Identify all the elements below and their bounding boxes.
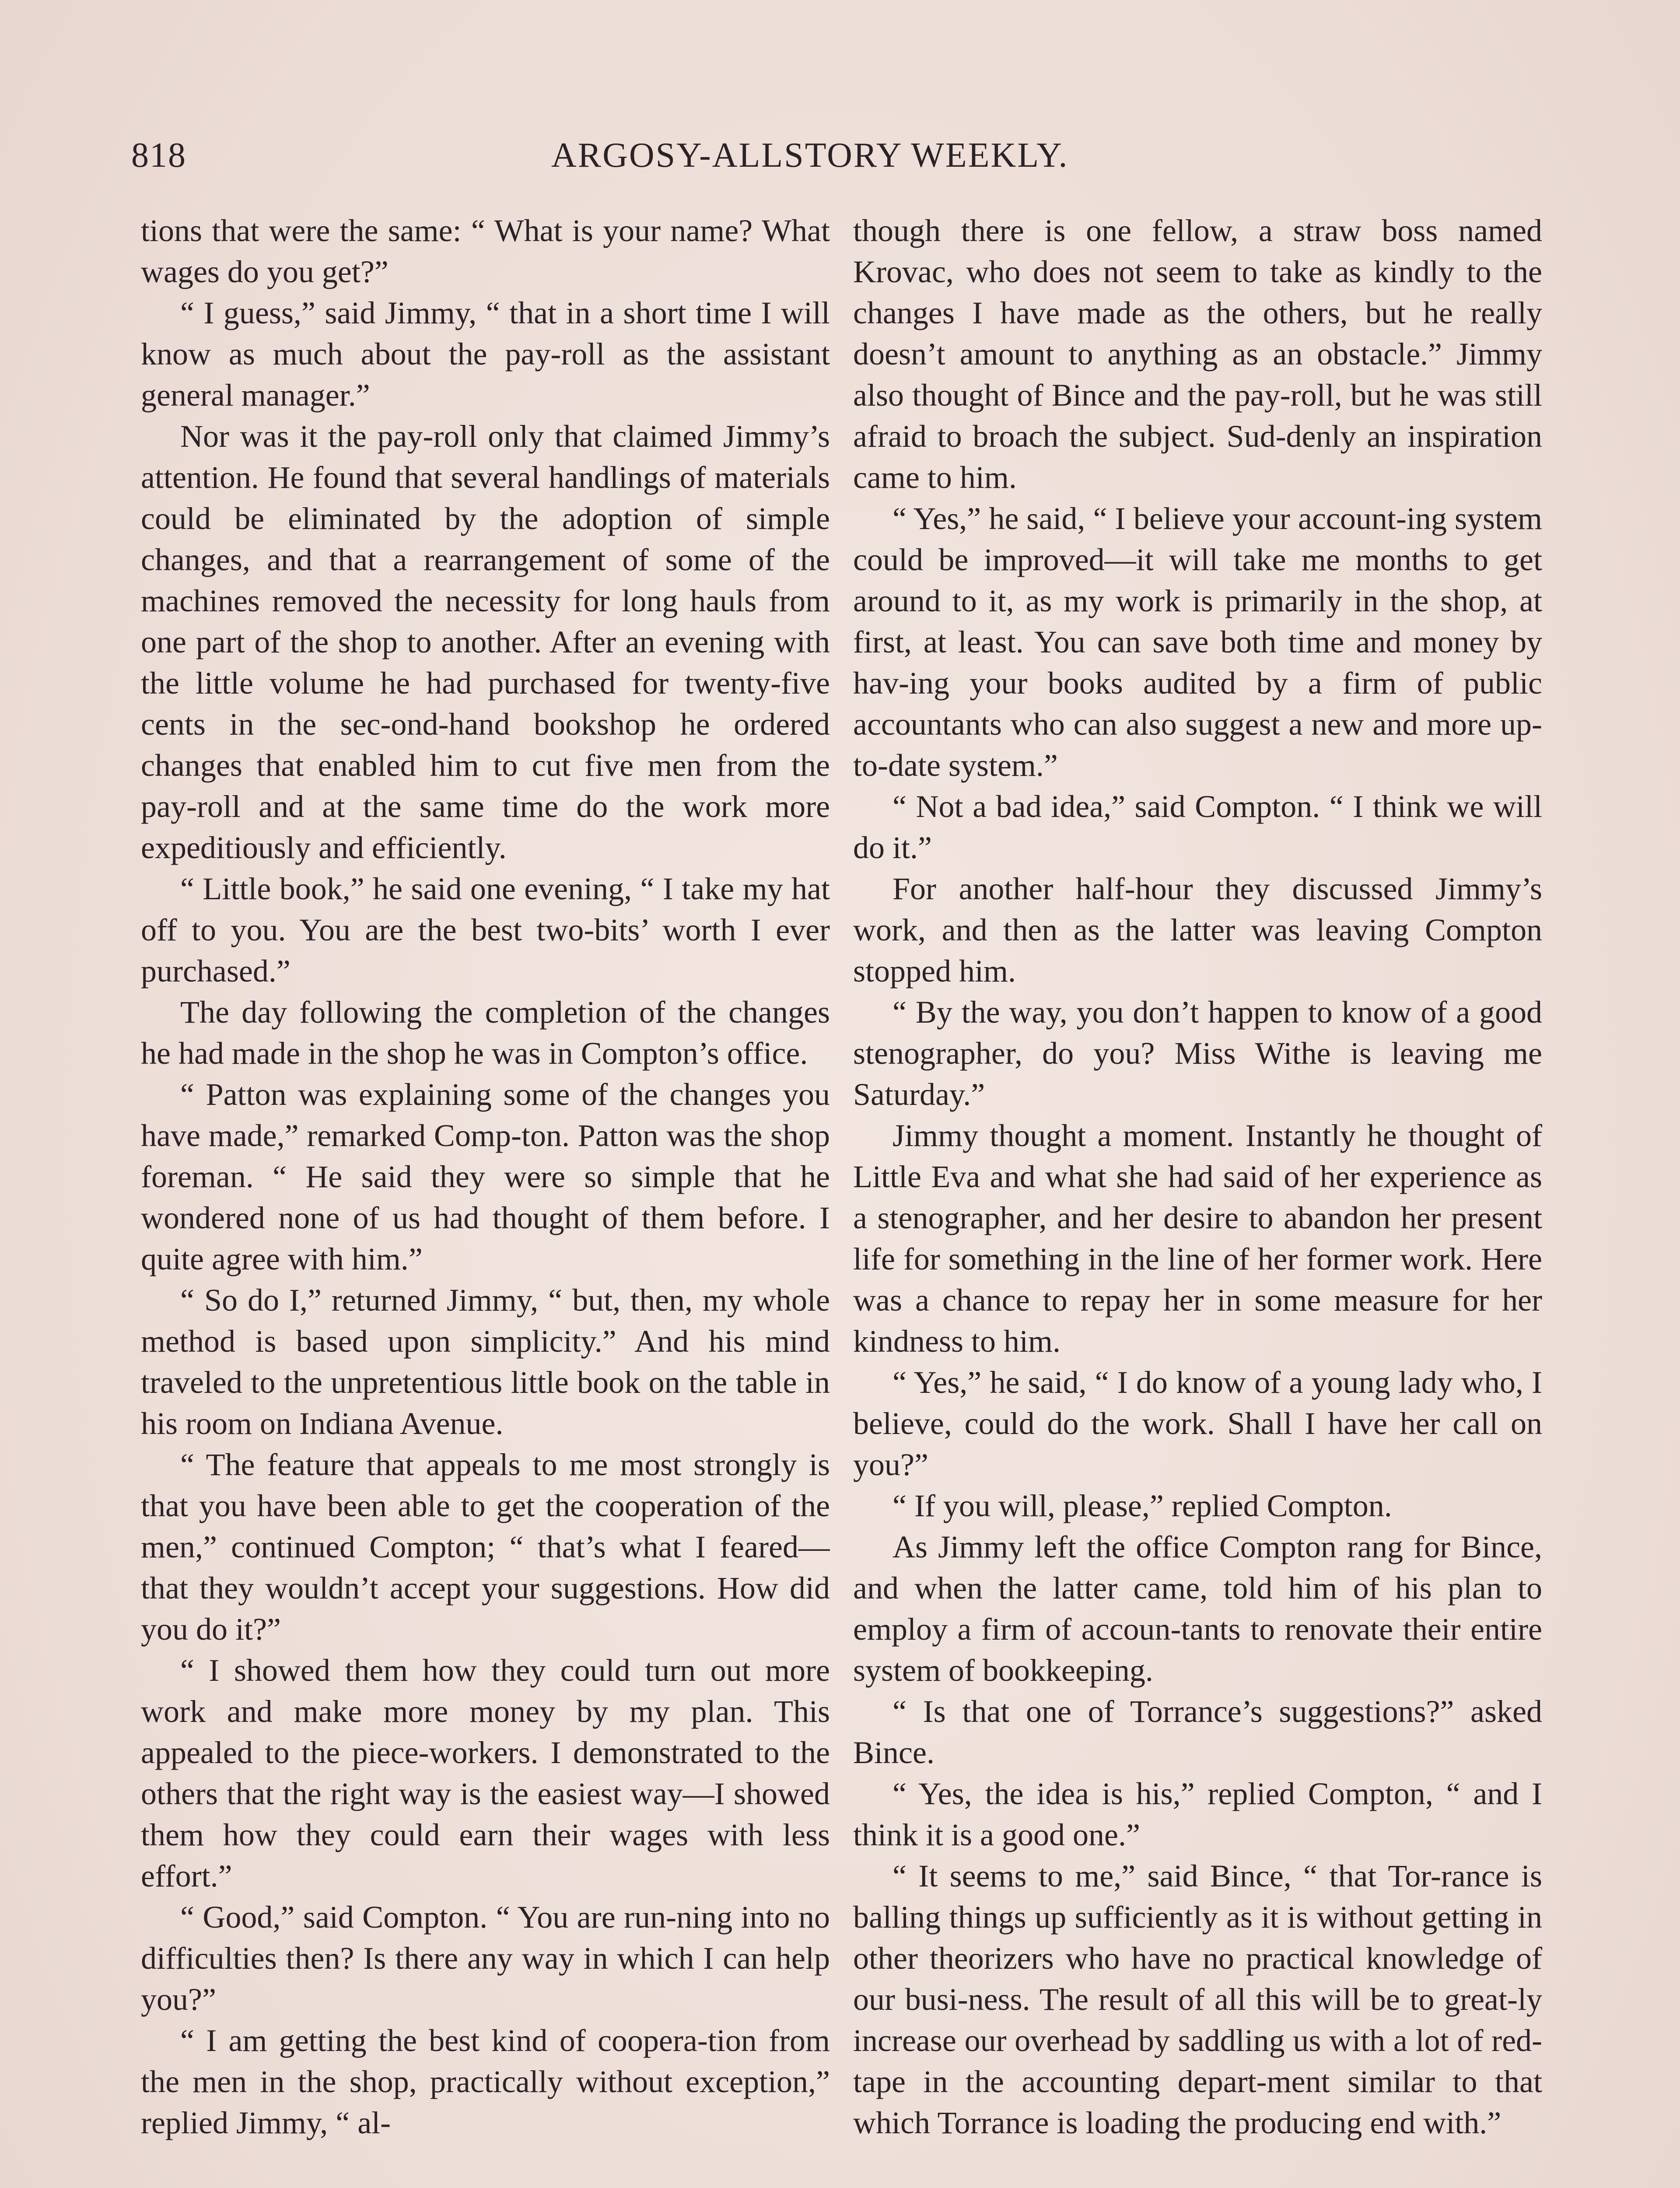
paragraph: For another half-hour they discussed Jimmy’s work, and then as the latter was leaving Compton stopped him. (853, 871, 1542, 989)
left-text-column (141, 210, 830, 2188)
paragraph: “ The feature that appeals to me most strongly is that you have been able to get the cooperation of the men,” continued Compton; “ that’s what I feared—that they wouldn’t accept your suggestions. How did you do it?” (141, 1447, 830, 1647)
paragraph: “ So do I,” returned Jimmy, “ but, then, my whole method is based upon simplicity.” And his mind traveled to the unpretentious little book on the table in his room on Indiana Avenue. (141, 1283, 830, 1441)
paragraph: “ By the way, you don’t happen to know of a good stenographer, do you? Miss Withe is leaving me Saturday.” (853, 995, 1542, 1112)
paragraph: The day following the completion of the changes he had made in the shop he was in Compton’s office. (141, 995, 830, 1071)
paragraph: As Jimmy left the office Compton rang for Bince, and when the latter came, told him of his plan to employ a firm of accoun-tants to renovate their entire system of bookkeeping. (853, 1529, 1542, 1688)
page-number: 818 (131, 136, 186, 175)
paragraph: “ If you will, please,” replied Compton. (892, 1488, 1392, 1523)
right-text-column (853, 210, 1542, 2188)
paragraph: “ Patton was explaining some of the changes you have made,” remarked Comp-ton. Patton was the shop foreman. “ He said they were so simple that he wondered none of us had thought of them before. I quite agree with him.” (141, 1077, 830, 1276)
paragraph: “ I guess,” said Jimmy, “ that in a short time I will know as much about the pay-roll as the assistant general manager.” (141, 295, 830, 413)
paragraph: “ Yes, the idea is his,” replied Compton, “ and I think it is a good one.” (853, 1776, 1542, 1852)
paragraph: “ Yes,” he said, “ I do know of a young lady who, I believe, could do the work. Shall I have her call on you?” (853, 1365, 1542, 1482)
running-title: ARGOSY-ALLSTORY WEEKLY. (551, 136, 1069, 175)
paragraph: “ Little book,” he said one evening, “ I take my hat off to you. You are the best two-bits’ worth I ever purchased.” (141, 871, 830, 989)
paragraph: “ Not a bad idea,” said Compton. “ I think we will do it.” (853, 789, 1542, 865)
paragraph: “ I am getting the best kind of coopera-tion from the men in the shop, practically without exception,” replied Jimmy, “ al- (141, 2023, 830, 2140)
paragraph: tions that were the same: “ What is your name? What wages do you get?” (141, 213, 830, 289)
paragraph: though there is one fellow, a straw boss named Krovac, who does not seem to take as kindly to the changes I have made as the others, but he really doesn’t amount to anything as an obstacle.” Jimmy also thought of Bince and the pay-roll, but he was still afraid to broach the subject. Sud-denly an inspiration came to him. (853, 213, 1542, 495)
page-header (131, 131, 1120, 184)
paragraph: Jimmy thought a moment. Instantly he thought of Little Eva and what she had said of her experience as a stenographer, and her desire to abandon her present life for something in the line of her former work. Here was a chance to repay her in some measure for her kindness to him. (853, 1118, 1542, 1359)
paragraph: “ Yes,” he said, “ I believe your account-ing system could be improved—it will take me months to get around to it, as my work is primarily in the shop, at first, at least. You can save both time and money by hav-ing your books audited by a firm of public accountants who can also suggest a new and more up-to-date system.” (853, 501, 1542, 783)
paragraph: Nor was it the pay-roll only that claimed Jimmy’s attention. He found that several handlings of materials could be eliminated by the adoption of simple changes, and that a rearrangement of some of the machines removed the necessity for long hauls from one part of the shop to another. After an evening with the little volume he had purchased for twenty-five cents in the sec-ond-hand bookshop he ordered changes that enabled him to cut five men from the pay-roll and at the same time do the work more expeditiously and efficiently. (141, 419, 830, 865)
paragraph: “ I showed them how they could turn out more work and make more money by my plan. This appealed to the piece-workers. I demonstrated to the others that the right way is the easiest way—I showed them how they could earn their wages with less effort.” (141, 1653, 830, 1893)
paragraph: “ It seems to me,” said Bince, “ that Tor-rance is balling things up sufficiently as it is without getting in other theorizers who have no practical knowledge of our busi-ness. The result of all this will be to great-ly increase our overhead by saddling us with a lot of red-tape in the accounting depart-ment similar to that which Torrance is loading the producing end with.” (853, 1858, 1542, 2140)
paragraph: “ Is that one of Torrance’s suggestions?” asked Bince. (853, 1694, 1542, 1770)
paragraph: “ Good,” said Compton. “ You are run-ning into no difficulties then? Is there any way in which I can help you?” (141, 1900, 830, 2017)
